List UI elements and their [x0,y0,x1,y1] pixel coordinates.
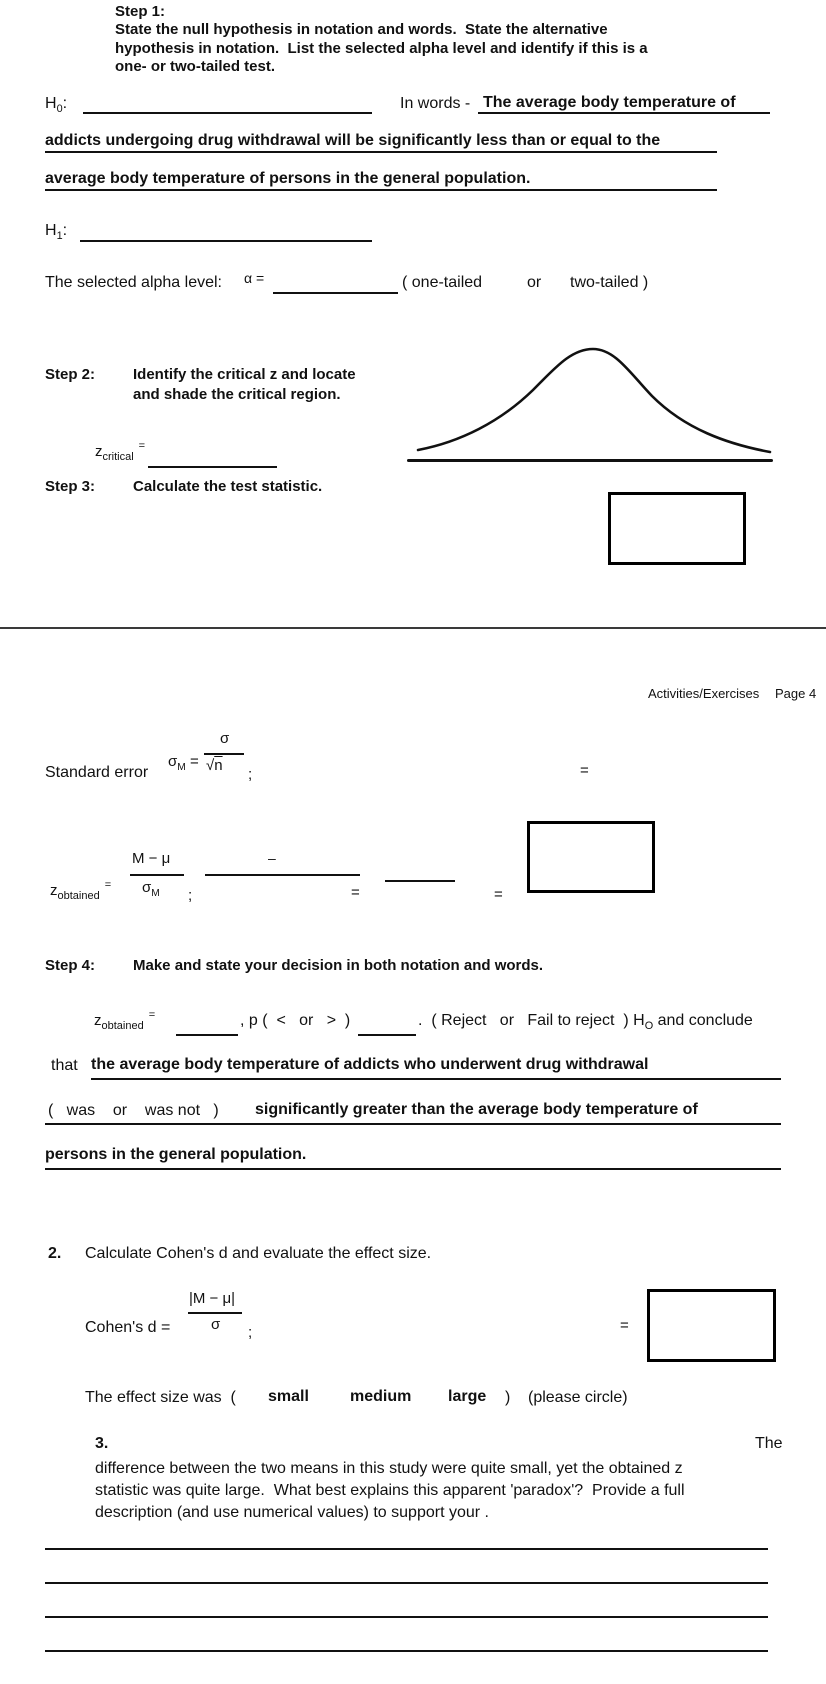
question2-number: 2. [48,1245,62,1262]
se-equals: = [580,762,589,779]
se-denominator: √n [206,757,223,774]
h0-label: $H_0$: [45,95,68,116]
step3-label: Step 3: [45,478,96,495]
cohens-d-label: Cohen's d = [85,1319,171,1336]
question3-number: 3. [95,1435,109,1452]
alpha-symbol: α = [244,270,265,286]
h0-blank-line[interactable] [83,112,372,114]
effect-size-option-large[interactable]: large [448,1388,487,1405]
step1-line2: hypothesis in notation. List the selected alpha level and identify if this is a [115,40,648,57]
work-blank-line-2[interactable] [385,880,455,882]
effect-size-close-paren: ) [505,1389,511,1406]
step4-z-blank-line[interactable] [176,1034,238,1036]
step2-line1: Identify the critical z and locate [133,366,356,383]
effect-size-prefix: The effect size was ( [85,1389,236,1406]
curve-axis-line [407,459,773,462]
alpha-blank-line[interactable] [273,292,398,294]
answer-line-1[interactable] [45,1548,768,1550]
answer-line-2[interactable] [45,1582,768,1584]
h0-answer-line2: addicts undergoing drug withdrawal will be significantly less than or equal to the [45,132,661,149]
answer-line-4[interactable] [45,1650,768,1652]
question3-line2: statistic was quite large. What best explains this apparent 'paradox'? Provide a full [95,1482,685,1499]
step4-z-obtained-label: $z_{obtained}^=$ [94,1009,156,1032]
h0-answer-line1: The average body temperature of [483,94,736,111]
question3-the: The [755,1435,783,1452]
work-blank-line-1[interactable] [205,874,360,876]
step4-answer-line1: the average body temperature of addicts who underwent drug withdrawal [91,1056,649,1073]
step4-p-text: , p ( < or > ) [240,1012,351,1029]
step1-line1: State the null hypothesis in notation and words. State the alternative [115,21,608,38]
cohens-d-answer-box[interactable] [647,1289,776,1362]
work-equals-2: = [494,886,503,903]
alpha-prefix: The selected alpha level: [45,274,222,291]
h0-answer-underline3 [45,189,717,191]
cohens-d-numerator: |M − μ| [189,1290,236,1307]
se-semicolon: ; [248,766,253,783]
step4-title: Make and state your decision in both notation and words. [133,957,544,974]
page-divider [0,627,826,629]
h1-blank-line[interactable] [80,240,372,242]
step1-label: Step 1: [115,3,166,20]
step4-decision-text: . ( Reject or Fail to reject ) $H_O$ and conclude [418,1012,753,1033]
header-page-number: Page 4 [775,686,817,701]
h0-answer-underline2 [45,151,717,153]
work-dash-mark: – [268,850,276,866]
step4-p-blank-line[interactable] [358,1034,416,1036]
cohens-d-fraction-line [188,1312,242,1314]
step1-line3: one- or two-tailed test. [115,58,276,75]
se-lhs: $\sigma_M$ = [168,753,199,773]
question3-line1: difference between the two means in this study were quite small, yet the obtained z [95,1460,683,1477]
question3-line3: description (and use numerical values) to support your . [95,1504,489,1521]
step4-answer-underline3 [45,1168,781,1170]
header-section-label: Activities/Exercises [648,686,760,701]
h0-answer-line3: average body temperature of persons in the general population. [45,170,531,187]
z-obtained-answer-box[interactable] [527,821,655,893]
h1-label: $H_1$: [45,222,68,243]
step4-that-label: that [51,1057,78,1074]
answer-line-3[interactable] [45,1616,768,1618]
step3-text: Calculate the test statistic. [133,478,323,495]
step2-label: Step 2: [45,366,96,383]
z-critical-label: $z_{critical}^=$ [95,440,146,463]
z-critical-blank-line[interactable] [148,466,277,468]
alpha-one-tailed: ( one-tailed [402,274,483,291]
step4-was-wasnot: ( was or was not ) [48,1102,219,1119]
work-equals-1: = [351,884,360,901]
z-obtained-fraction-line [130,874,184,876]
z-obtained-semicolon: ; [188,887,193,904]
normal-curve [385,316,775,456]
effect-size-circle-note: (please circle) [528,1389,628,1406]
step4-answer-line2: significantly greater than the average body temperature of [255,1101,698,1118]
z-obtained-denominator: $\sigma_M$ [142,879,160,899]
effect-size-option-small[interactable]: small [268,1388,309,1405]
cohens-d-semicolon: ; [248,1324,253,1341]
h0-in-words-label: In words - [400,95,471,112]
z-obtained-numerator: M − μ [132,850,171,867]
standard-error-label: Standard error [45,764,149,781]
se-fraction-line [204,753,244,755]
step4-answer-line3: persons in the general population. [45,1146,307,1163]
z-obtained-lhs: $z_{obtained}^=$ [50,879,112,902]
se-numerator: σ [220,730,230,747]
effect-size-option-medium[interactable]: medium [350,1388,412,1405]
cohens-d-denominator: σ [211,1316,221,1333]
h0-answer-underline1 [478,112,770,114]
cohens-d-equals: = [620,1317,629,1334]
step2-line2: and shade the critical region. [133,386,341,403]
test-statistic-answer-box[interactable] [608,492,746,565]
step4-label: Step 4: [45,957,96,974]
question2-text: Calculate Cohen's d and evaluate the effect size. [85,1245,432,1262]
alpha-two-tailed: two-tailed ) [570,274,649,291]
step4-answer-underline2 [45,1123,781,1125]
alpha-or: or [527,274,542,291]
step4-answer-underline1 [91,1078,781,1080]
